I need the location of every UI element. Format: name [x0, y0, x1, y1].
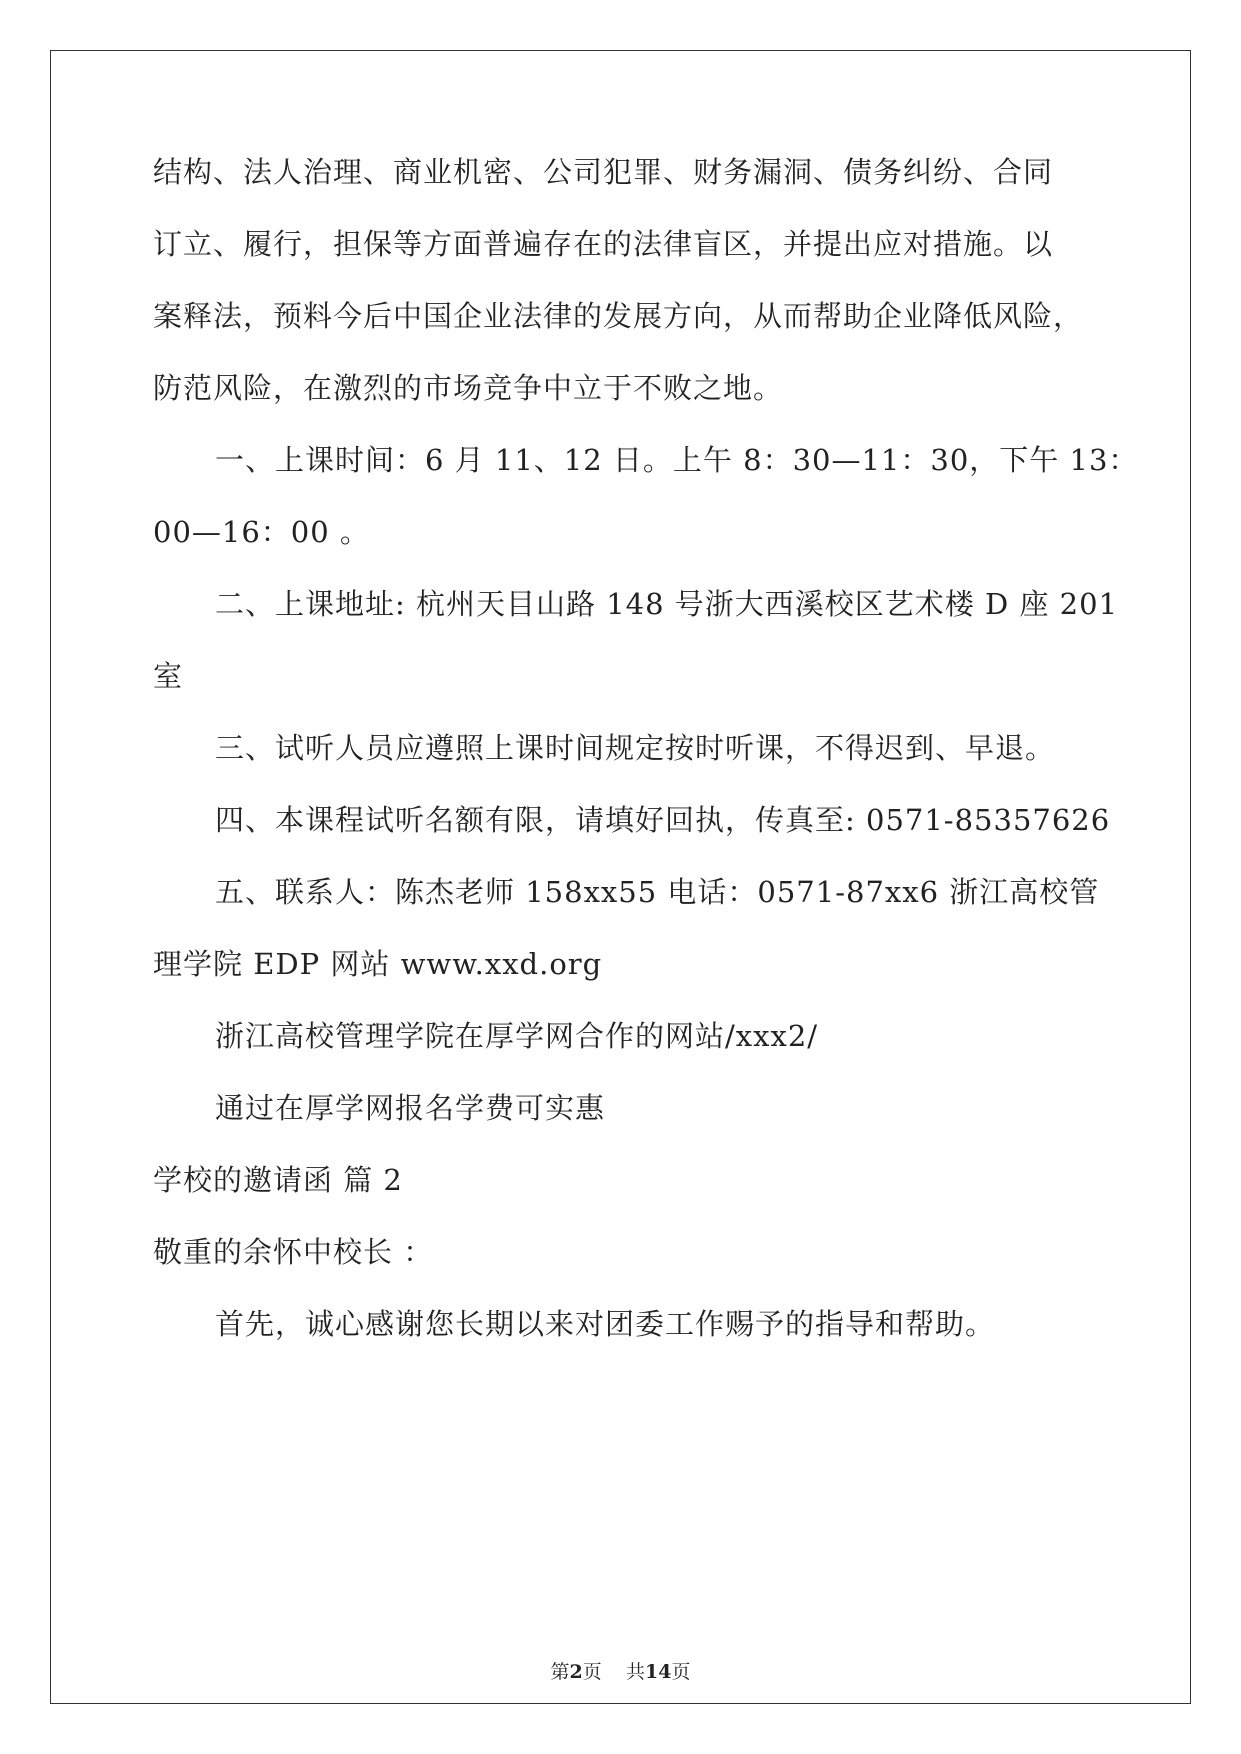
footer-total-prefix: 共 [625, 1661, 645, 1683]
class-time-line: 一、上课时间：6 月 11、12 日。上午 8：30—11：30，下午 13： [215, 443, 1139, 477]
attendance-rule-line: 三、试听人员应遵照上课时间规定按时听课，不得迟到、早退。 [215, 731, 1056, 765]
footer-page-prefix: 第 [550, 1661, 570, 1683]
opening-line: 首先，诚心感谢您长期以来对团委工作赐予的指导和帮助。 [215, 1307, 996, 1341]
partner-site-line: 浙江高校管理学院在厚学网合作的网站/xxx2/ [215, 1019, 819, 1053]
salutation-line: 敬重的余怀中校长 ： [153, 1235, 434, 1269]
class-address-line: 二、上课地址: 杭州天目山路 148 号浙大西溪校区艺术楼 D 座 201 [215, 587, 1119, 621]
body-line-3: 案释法，预料今后中国企业法律的发展方向，从而帮助企业降低风险， [153, 299, 1084, 333]
body-line-2: 订立、履行，担保等方面普遍存在的法律盲区，并提出应对措施。以 [153, 227, 1054, 261]
page-footer [0, 1660, 1241, 1684]
body-line-4: 防范风险，在激烈的市场竞争中立于不败之地。 [153, 371, 784, 405]
class-address-line-cont: 室 [153, 659, 184, 693]
footer-total-suffix: 页 [671, 1661, 691, 1683]
discount-line: 通过在厚学网报名学费可实惠 [215, 1091, 606, 1125]
class-time-line-cont: 00—16：00 。 [153, 515, 370, 549]
footer-page-suffix: 页 [582, 1661, 602, 1683]
footer-page-number: 2 [569, 1661, 583, 1683]
contact-line-cont: 理学院 EDP 网站 www.xxd.org [153, 947, 603, 981]
quota-fax-line: 四、本课程试听名额有限，请填好回执，传真至: 0571-85357626 [215, 803, 1111, 837]
body-line-1: 结构、法人治理、商业机密、公司犯罪、财务漏洞、债务纠纷、合同 [153, 155, 1054, 189]
footer-total-pages: 14 [644, 1661, 672, 1683]
contact-line: 五、联系人：陈杰老师 158xx55 电话：0571-87xx6 浙江高校管 [215, 875, 1100, 909]
section-heading: 学校的邀请函 篇 2 [153, 1163, 403, 1197]
